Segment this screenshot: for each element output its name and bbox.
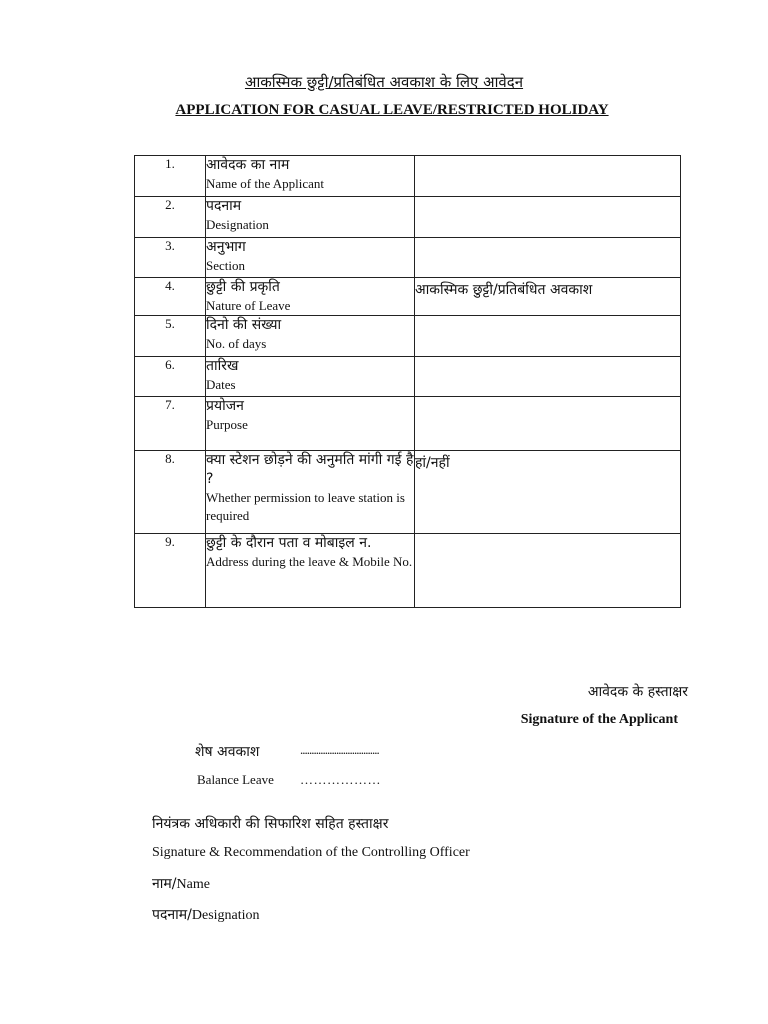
form-row (135, 357, 681, 397)
row-number: 2. (135, 197, 206, 238)
form-row (135, 316, 681, 357)
label-hindi: प्रयोजन (206, 398, 244, 414)
label-hindi: छुट्टी के दौरान पता व मोबाइल न. (206, 535, 372, 551)
form-row (135, 278, 681, 316)
balance-leave-field[interactable]: ……………… (300, 772, 381, 787)
officer-name-line[interactable] (152, 874, 210, 893)
row-number: 8. (135, 451, 206, 534)
label-hindi: छुट्टी की प्रकृति (206, 279, 280, 295)
section-field[interactable] (415, 238, 681, 278)
form-row (135, 197, 681, 238)
nature-of-leave-value: आकस्मिक छुट्टी/प्रतिबंधित अवकाश (415, 282, 593, 298)
label-english: Whether permission to leave station is required (206, 490, 405, 523)
label-english: Dates (206, 377, 236, 392)
row-label (206, 197, 415, 238)
label-english: Name of the Applicant (206, 176, 325, 191)
balance-leave-hindi-field[interactable]: ................................... (300, 742, 379, 757)
station-leave-permission-field[interactable] (415, 451, 681, 534)
label-hindi: क्या स्टेशन छोड़ने की अनुमति मांगी गई है ? (206, 452, 414, 487)
officer-designation-line[interactable] (152, 905, 260, 924)
dates-field[interactable] (415, 357, 681, 397)
row-label (206, 534, 415, 608)
label-hindi: आवेदक का नाम (206, 157, 290, 173)
label-hindi: अनुभाग (206, 239, 246, 255)
yes-no-value: हां/नहीं (415, 455, 450, 471)
purpose-field[interactable] (415, 397, 681, 451)
row-number: 6. (135, 357, 206, 397)
controlling-officer-label: Signature & Recommendation of the Controlling Officer (152, 845, 470, 860)
label-hindi: पदनाम (206, 198, 242, 214)
address-mobile-field[interactable] (415, 534, 681, 608)
nature-of-leave-field[interactable] (415, 278, 681, 316)
label-english: Nature of Leave (206, 298, 291, 313)
applicant-signature-label-hindi: आवेदक के हस्ताक्षर (587, 684, 688, 700)
form-title-english: APPLICATION FOR CASUAL LEAVE/RESTRICTED HOLIDAY (175, 102, 609, 118)
applicant-signature-label: Signature of the Applicant (520, 712, 678, 727)
designation-label-hindi: पदनाम/ (152, 907, 192, 923)
form-row (135, 534, 681, 608)
row-label (206, 238, 415, 278)
row-number: 7. (135, 397, 206, 451)
row-label (206, 451, 415, 534)
row-number: 5. (135, 316, 206, 357)
label-english: Designation (206, 217, 269, 232)
controlling-officer-label-hindi: नियंत्रक अधिकारी की सिफारिश सहित हस्ताक्षर (152, 816, 389, 832)
row-label (206, 278, 415, 316)
form-title-hindi: आकस्मिक छुट्टी/प्रतिबंधित अवकाश के लिए आवेदन (244, 73, 524, 91)
label-hindi: दिनो की संख्या (206, 317, 282, 333)
name-label-english: Name (176, 877, 210, 892)
applicant-name-field[interactable] (415, 156, 681, 197)
row-number: 3. (135, 238, 206, 278)
label-english: No. of days (206, 336, 267, 351)
label-hindi: तारिख (206, 358, 239, 374)
name-label-hindi: नाम/ (152, 876, 177, 892)
row-label (206, 156, 415, 197)
form-row (135, 238, 681, 278)
row-number: 9. (135, 534, 206, 608)
row-number: 1. (135, 156, 206, 197)
row-number: 4. (135, 278, 206, 316)
form-row (135, 156, 681, 197)
application-form-table (134, 155, 681, 608)
form-row (135, 397, 681, 451)
number-of-days-field[interactable] (415, 316, 681, 357)
label-english: Purpose (206, 417, 248, 432)
balance-leave-label-hindi: शेष अवकाश (195, 744, 260, 760)
row-label (206, 357, 415, 397)
designation-field[interactable] (415, 197, 681, 238)
form-row (135, 451, 681, 534)
row-label (206, 316, 415, 357)
row-label (206, 397, 415, 451)
label-english: Section (206, 258, 245, 273)
balance-leave-label: Balance Leave (197, 772, 274, 787)
designation-label-english: Designation (191, 908, 260, 923)
label-english: Address during the leave & Mobile No. (206, 554, 413, 569)
